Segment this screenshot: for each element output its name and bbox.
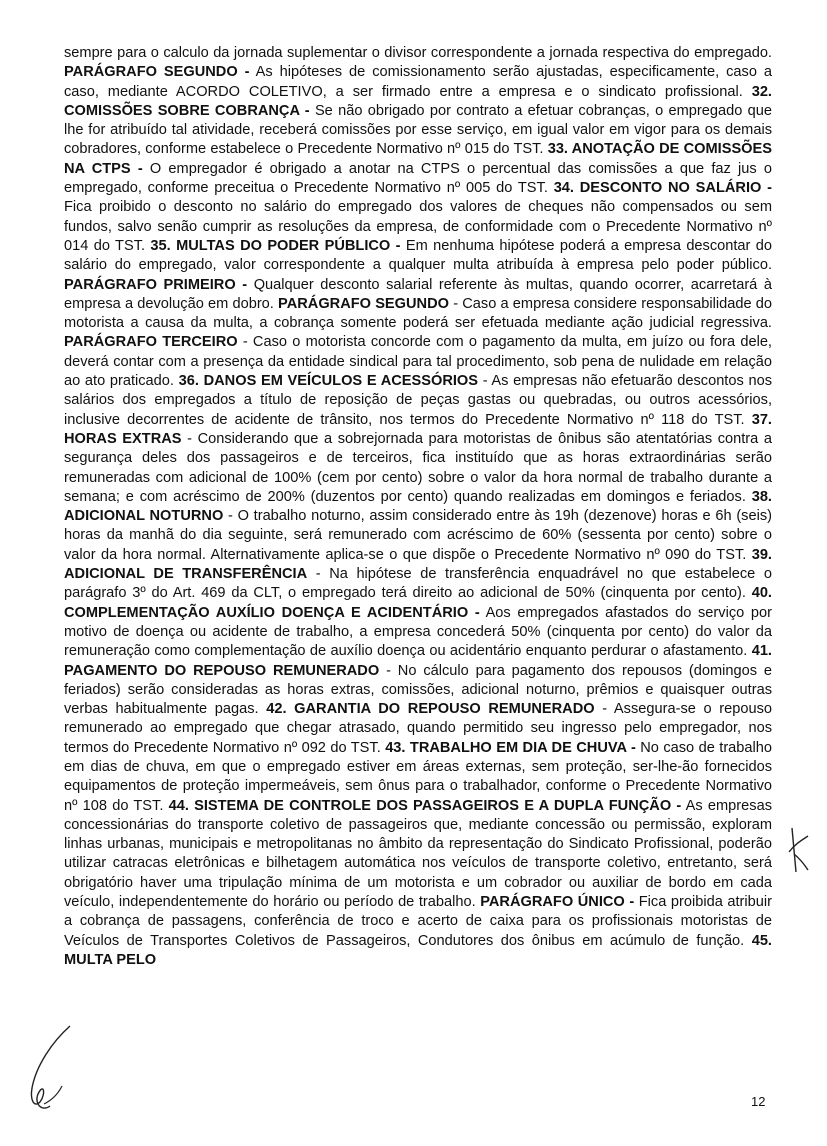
clause-text: - Considerando que a sobrejornada para motoristas de ônibus são atentatórias contra a segurança deles dos passageiros e de terceiros, fica instituído que as horas extraordinárias serão remuneradas com adicional de 100% (cem por cento) sobre o valor da hora normal de trabalho durante a semana; e com acréscimo de 200% (duzentos por cento) quando realizadas em domingos e feriados.	[64, 430, 773, 505]
signature-mark-icon	[22, 1022, 74, 1120]
page-number: 12	[751, 1094, 766, 1109]
clause-text: - Assegura-se o repouso remunerado ao empregado que chegar atrasado, quando permitido seu ingresso pelo empregador, nos termos do Precedente Normativo nº 092 do TST.	[64, 701, 772, 756]
document-body	[64, 44, 772, 970]
clause-heading: PARÁGRAFO PRIMEIRO -	[64, 276, 248, 293]
clause-text: sempre para o calculo da jornada suplementar o divisor correspondente a jornada respectiva do empregado.	[64, 45, 772, 61]
clause-heading: 38. ADICIONAL NOTURNO	[64, 488, 772, 525]
clause-heading: 40. COMPLEMENTAÇÃO AUXÍLIO DOENÇA E ACIDENTÁRIO -	[64, 585, 772, 621]
clause-text: No caso de trabalho em dias de chuva, em que o empregado estiver em áreas externas, sem proteção, ser-lhe-ão fornecidos equipamentos de proteção impermeáveis, sem ônus para o trabalhador, conforme o Precedente Normativo nº 108 do TST.	[64, 739, 773, 814]
clause-text: Fica proibida atribuir a cobrança de passagens, conferência de troco e acerto de caixa para os profissionais motoristas de Veículos de Transportes Coletivos de Passageiros, Condutores dos ônibus em acúmulo de função.	[64, 894, 772, 949]
clause-text: - Caso a empresa considere responsabilidade do motorista a causa da multa, a cobrança somente poderá ser efetuada mediante ação judicial regressiva.	[64, 295, 773, 332]
clause-heading: PARÁGRAFO SEGUNDO	[278, 295, 449, 312]
clause-heading: 42. GARANTIA DO REPOUSO REMUNERADO	[266, 701, 595, 718]
clause-heading: 33. ANOTAÇÃO DE COMISSÕES NA CTPS -	[64, 141, 772, 177]
clause-text: Aos empregados afastados do serviço por motivo de doença ou acidente de trabalho, a empresa concederá 50% (cinquenta por cento) do valor da remuneração como complementação de auxílio doença ou acidentário enquanto perdurar o afastamento.	[64, 604, 772, 660]
clause-text: - As empresas não efetuarão descontos nos salários dos empregados a título de reposição de peças gastas ou quebradas, ou outros acessórios, inclusive decorrentes de acidente de trânsito, nos termos do Precedente Normativo nº 118 do TST.	[64, 373, 772, 428]
clause-text: Qualquer desconto salarial referente às multas, quando ocorrer, acarretará à empresa a devolução em dobro.	[64, 276, 772, 312]
clause-text: Em nenhuma hipótese poderá a empresa descontar do salário do empregado, valor correspondente a qualquer multa atribuída à empresa pelo poder público.	[64, 237, 773, 274]
clause-heading: PARÁGRAFO ÚNICO -	[480, 894, 635, 911]
clause-text: O empregador é obrigado a anotar na CTPS o percentual das comissões a que faz jus o empregado, conforme preceitua o Precedente Normativo nº 005 do TST.	[64, 160, 772, 197]
clause-heading: 44. SISTEMA DE CONTROLE DOS PASSAGEIROS E A DUPLA FUNÇÃO -	[168, 797, 682, 814]
clause-heading: 32. COMISSÕES SOBRE COBRANÇA -	[64, 83, 772, 119]
clause-heading: PARÁGRAFO TERCEIRO	[64, 334, 238, 351]
clause-heading: 41. PAGAMENTO DO REPOUSO REMUNERADO	[64, 643, 772, 679]
document-paragraph	[64, 44, 772, 970]
clause-text: Se não obrigado por contrato a efetuar cobranças, o empregado que lhe for atribuído tal atividade, receberá comissões por esse serviço, em igual valor em vigor para os demais cobradores, conforme estabelece o Precedente Normativo nº 015 do TST.	[64, 102, 772, 158]
clause-text: - Caso o motorista concorde com o pagamento da multa, em juízo ou fora dele, deverá contar com a presença da entidade sindical para tal procedimento, sob pena de nulidade em relação ao ato praticado.	[64, 334, 772, 390]
clause-heading: 36. DANOS EM VEÍCULOS E ACESSÓRIOS	[178, 373, 479, 390]
clause-heading: 45. MULTA PELO	[64, 932, 772, 968]
clause-text: - O trabalho noturno, assim considerado entre às 19h (dezenove) horas e 6h (seis) horas da manhã do dia seguinte, será remunerado com acréscimo de 60% (sessenta por cento) sobre o valor da hora normal. Alternativamente aplica-se o que dispõe o Precedente Normativo nº 090 do TST.	[64, 508, 772, 563]
initials-mark-icon	[786, 826, 812, 876]
clause-text: As hipóteses de comissionamento serão ajustadas, especificamente, caso a caso, mediante ACORDO COLETIVO, a ser firmado entre a empresa e o sindicato profissional.	[64, 64, 772, 100]
clause-heading: 39. ADICIONAL DE TRANSFERÊNCIA	[64, 546, 772, 583]
clause-heading: 37. HORAS EXTRAS	[64, 411, 772, 447]
clause-heading: PARÁGRAFO SEGUNDO -	[64, 64, 250, 81]
clause-text: As empresas concessionárias do transporte coletivo de passageiros que, mediante concessão ou permissão, exploram linhas urbanas, municipais e metropolitanas no âmbito da representação do Sindicato Profissional, poderão utilizar catracas eletrônicas e bilhetagem automática nos veículos de transporte coletivo, entretanto, será obrigatório haver uma tripulação mínima de um motorista e um cobrador ou auxiliar de bordo em cada veículo, independentemente do horário ou período de trabalho.	[64, 797, 772, 911]
clause-heading: 35. MULTAS DO PODER PÚBLICO -	[150, 237, 401, 254]
clause-heading: 34. DESCONTO NO SALÁRIO -	[553, 180, 772, 197]
clause-text: - Na hipótese de transferência enquadrável no que estabelece o parágrafo 3º do Art. 469 da CLT, o empregado terá direito ao adicional de 50% (cinquenta por cento).	[64, 566, 772, 602]
clause-text: - No cálculo para pagamento dos repousos (domingos e feriados) serão consideradas as horas extras, comissões, adicional noturno, prêmios e quaisquer outras verbas habitualmente pagas.	[64, 662, 772, 718]
clause-text: Fica proibido o desconto no salário do empregado dos valores de cheques não compensados ou sem fundos, salvo senão cumprir as resoluções da empresa, de conformidade com o Precedente Normativo nº 014 do TST.	[64, 199, 772, 254]
clause-heading: 43. TRABALHO EM DIA DE CHUVA -	[385, 739, 636, 756]
